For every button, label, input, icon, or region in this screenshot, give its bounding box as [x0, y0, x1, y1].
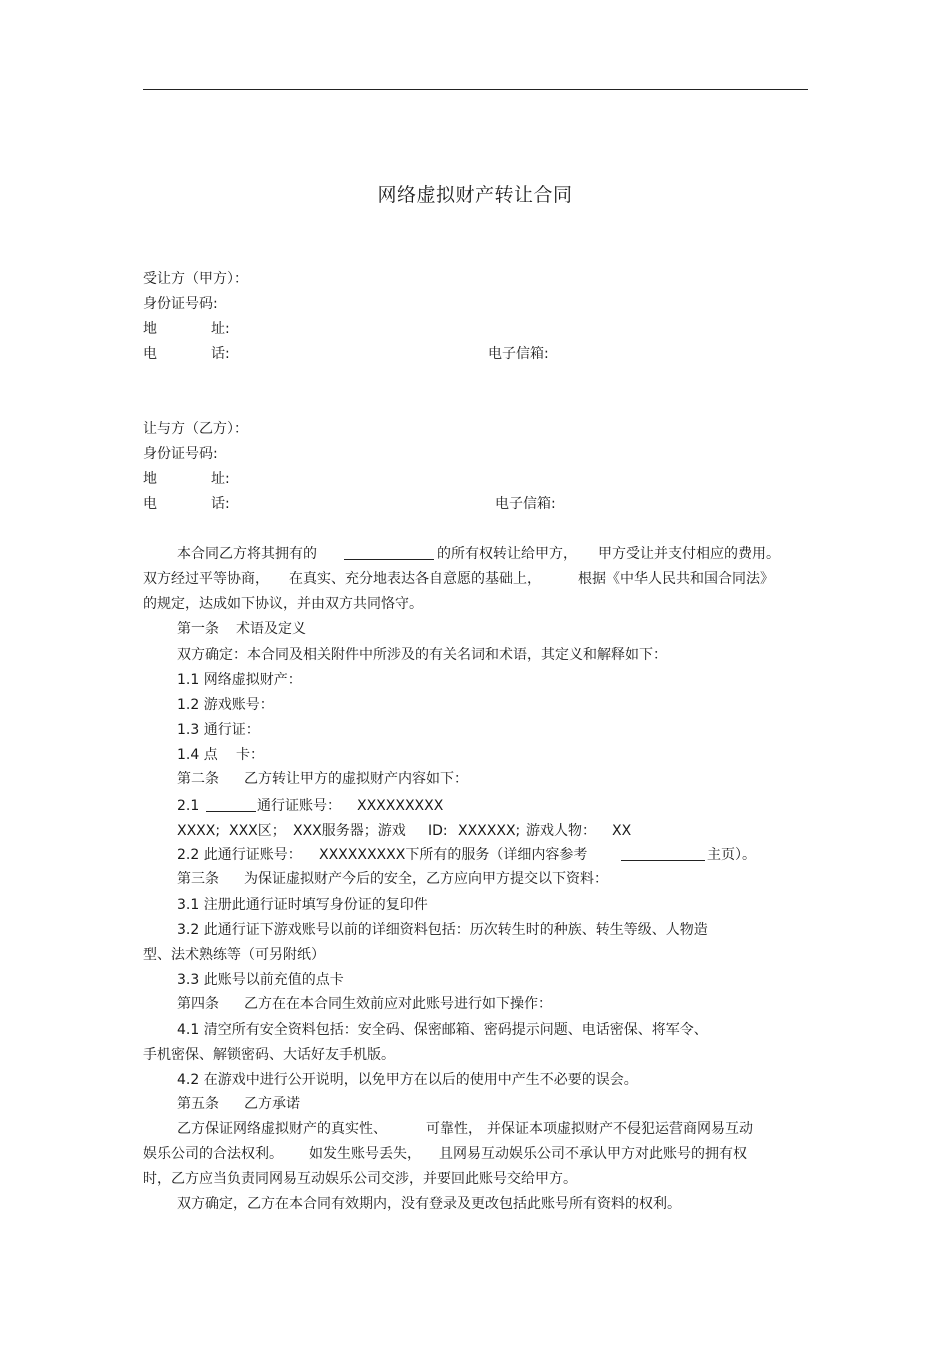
clause-3-2: 型、法术熟练等（可另附纸）	[143, 947, 325, 963]
clause-2-1-detail: XX	[612, 823, 632, 839]
clause-3-3: 3.3 此账号以前充值的点卡	[177, 972, 344, 988]
clause-2-1: 通行证账号：	[257, 798, 341, 814]
party-a-address-label-2: 址:	[211, 321, 230, 337]
article-5-text: 且网易互动娱乐公司不承认甲方对此账号的拥有权	[439, 1146, 747, 1162]
article-2-title: 乙方转让甲方的虚拟财产内容如下：	[244, 771, 468, 787]
party-a-address-label-1: 地	[143, 321, 157, 337]
party-b-id-label: 身份证号码:	[143, 446, 218, 462]
clause-2-1: 2.1	[177, 798, 200, 814]
clause-1-4: 卡：	[236, 747, 264, 763]
clause-1-1: 1.1 网络虚拟财产：	[177, 672, 302, 688]
intro-text: 根据《中华人民共和国合同法》	[578, 571, 774, 587]
intro-text: 双方经过平等协商，	[143, 571, 269, 587]
article-5-text: 双方确定，乙方在本合同有效期内，没有登录及更改包括此账号所有资料的权利。	[177, 1196, 681, 1212]
article-3-title: 为保证虚拟财产今后的安全，乙方应向甲方提交以下资料：	[244, 871, 608, 887]
document-title: 网络虚拟财产转让合同	[377, 184, 573, 206]
article-4-number: 第四条	[177, 996, 219, 1012]
article-5-text: 如发生账号丢失，	[309, 1146, 421, 1162]
party-b-phone-label-2: 话:	[211, 496, 230, 512]
intro-text: 在真实、充分地表达各自意愿的基础上，	[289, 571, 541, 587]
clause-1-3: 1.3 通行证：	[177, 722, 260, 738]
party-b-phone-label-1: 电	[143, 496, 157, 512]
clause-4-1: 4.1 清空所有安全资料包括：安全码、保密邮箱、密码提示问题、电话密保、将军令、	[177, 1022, 708, 1038]
clause-1-2: 1.2 游戏账号：	[177, 697, 274, 713]
party-b-email-label: 电子信箱:	[495, 496, 556, 512]
article-2-number: 第二条	[177, 771, 219, 787]
clause-2-1-detail: XXX服务器；游戏	[293, 823, 406, 839]
homepage-blank	[621, 846, 705, 861]
party-a-phone-label-2: 话:	[211, 346, 230, 362]
article-4-title: 乙方在在本合同生效前应对此账号进行如下操作：	[244, 996, 552, 1012]
clause-2-1-blank	[206, 797, 256, 812]
party-a-id-label: 身份证号码:	[143, 296, 218, 312]
clause-2-2: XXXXXXXXX下所有的服务（详细内容参考	[319, 847, 588, 863]
article-5-text: 乙方保证网络虚拟财产的真实性、	[177, 1121, 387, 1137]
clause-4-1: 手机密保、解锁密码、大话好友手机版。	[143, 1047, 395, 1063]
clause-2-2: 2.2 此通行证账号：	[177, 847, 302, 863]
property-name-blank	[344, 545, 434, 560]
article-3-number: 第三条	[177, 871, 219, 887]
party-b-address-label-2: 址:	[211, 471, 230, 487]
party-b-name-label: 让与方（乙方）：	[143, 421, 248, 437]
intro-text: 的规定，达成如下协议，并由双方共同恪守。	[143, 596, 423, 612]
article-5-text: 娱乐公司的合法权利。	[143, 1146, 283, 1162]
party-a-email-label: 电子信箱:	[488, 346, 549, 362]
article-5-number: 第五条	[177, 1096, 219, 1112]
intro-text: 的所有权转让给甲方，	[437, 546, 577, 562]
clause-2-1-detail: ID:	[428, 823, 448, 839]
article-5-text: 时，乙方应当负责同网易互动娱乐公司交涉，并要回此账号交给甲方。	[143, 1171, 577, 1187]
clause-2-1-account: XXXXXXXXX	[357, 798, 444, 814]
clause-1-4: 1.4 点	[177, 747, 218, 763]
clause-2-1-detail: 游戏人物：	[526, 823, 596, 839]
party-a-phone-label-1: 电	[143, 346, 157, 362]
article-5-title: 乙方承诺	[244, 1096, 300, 1112]
article-5-text: 并保证本项虚拟财产不侵犯运营商网易互动	[487, 1121, 753, 1137]
article-5-text: 可靠性，	[426, 1121, 482, 1137]
clause-2-1-detail: XXX区；	[229, 823, 286, 839]
article-1-intro: 双方确定：本合同及相关附件中所涉及的有关名词和术语，其定义和解释如下：	[177, 647, 667, 663]
intro-text: 甲方受让并支付相应的费用。	[598, 546, 780, 562]
clause-4-2: 4.2 在游戏中进行公开说明，以免甲方在以后的使用中产生不必要的误会。	[177, 1072, 638, 1088]
party-a-name-label: 受让方（甲方）：	[143, 271, 248, 287]
clause-2-2: 主页）。	[707, 847, 756, 863]
party-b-address-label-1: 地	[143, 471, 157, 487]
intro-text: 本合同乙方将其拥有的	[177, 546, 317, 562]
clause-3-2: 3.2 此通行证下游戏账号以前的详细资料包括：历次转生时的种族、转生等级、人物造	[177, 922, 708, 938]
article-1-number: 第一条	[177, 621, 219, 637]
header-rule	[143, 89, 808, 90]
article-1-title: 术语及定义	[236, 621, 306, 637]
clause-3-1: 3.1 注册此通行证时填写身份证的复印件	[177, 897, 428, 913]
clause-2-1-detail: XXXX;	[177, 823, 221, 839]
clause-2-1-detail: XXXXXX;	[458, 823, 521, 839]
